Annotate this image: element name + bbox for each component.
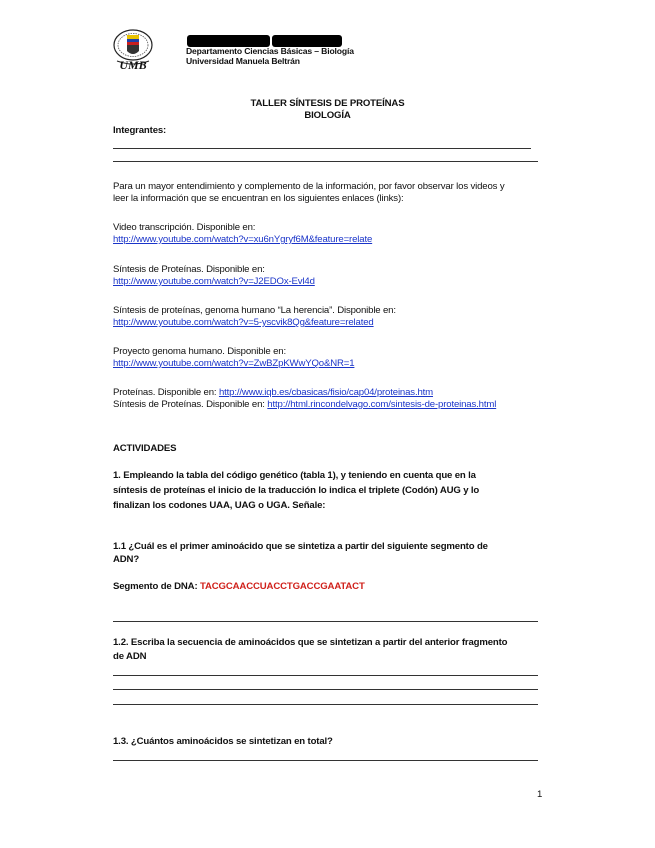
dna-segment	[113, 581, 365, 593]
answer-line-1-3	[113, 760, 538, 761]
question-1-line-2: síntesis de proteínas el inicio de la traducción lo indica el triplete (Codón) AUG y lo	[113, 485, 480, 496]
inline-resource-label: Síntesis de Proteínas. Disponible en:	[113, 399, 268, 410]
resource-label: Síntesis de Proteínas. Disponible en:	[113, 264, 265, 275]
question-1-2-line-1: 1.2. Escriba la secuencia de aminoácidos que se sintetizan a partir del anterior fragmento	[113, 637, 508, 648]
inline-resource-link[interactable]: http://html.rincondelvago.com/sintesis-de-proteinas.html	[267, 399, 497, 410]
resource-label: Video transcripción. Disponible en:	[113, 222, 256, 233]
question-1-1-line-1: 1.1 ¿Cuál es el primer aminoácido que se sintetiza a partir del siguiente segmento de	[113, 541, 488, 552]
inline-resource-label: Proteínas. Disponible en:	[113, 387, 219, 398]
resource-label: Síntesis de proteínas, genoma humano “La herencia”. Disponible en:	[113, 305, 396, 316]
answer-line-integrantes-1	[113, 148, 531, 149]
university-name: Universidad Manuela Beltrán	[186, 56, 300, 66]
question-1-line-3: finalizan los codones UAA, UAG o UGA. Señale:	[113, 500, 326, 511]
question-1-line-1: 1. Empleando la tabla del código genético (tabla 1), y teniendo en cuenta que en la	[113, 470, 476, 481]
answer-line-integrantes-2	[113, 161, 538, 162]
answer-line-1-2-c	[113, 704, 538, 705]
university-logo	[111, 27, 155, 75]
question-1-3: 1.3. ¿Cuántos aminoácidos se sintetizan en total?	[113, 736, 333, 747]
page-title: TALLER SÍNTESIS DE PROTEÍNAS	[250, 98, 405, 109]
answer-line-1-1	[113, 621, 538, 622]
answer-line-1-2-a	[113, 675, 538, 676]
intro-text-line-2: leer la información que se encuentran en los siguientes enlaces (links):	[113, 193, 404, 204]
page-number: 1	[537, 789, 543, 800]
question-1-1-line-2: ADN?	[113, 554, 140, 565]
intro-text-line-1: Para un mayor entendimiento y complemento de la información, por favor observar los videos y	[113, 181, 505, 192]
resource-link[interactable]: http://www.youtube.com/watch?v=5-yscvik8Qg&feature=related	[113, 317, 374, 328]
integrantes-label: Integrantes:	[113, 125, 167, 136]
inline-resource	[113, 387, 433, 399]
resource-link[interactable]: http://www.youtube.com/watch?v=xu6nYgryf6M&feature=relate	[113, 234, 373, 245]
page-subtitle: BIOLOGÍA	[304, 110, 351, 121]
department-name: Departamento Ciencias Básicas – Biología	[186, 46, 354, 56]
inline-resource-link[interactable]: http://www.iqb.es/cbasicas/fisio/cap04/proteinas.htm	[218, 387, 434, 398]
inline-resource	[113, 399, 496, 411]
resource-link[interactable]: http://www.youtube.com/watch?v=ZwBZpKWwYQo&NR=1	[113, 358, 355, 369]
dna-segment-label: Segmento de DNA:	[113, 581, 200, 592]
resource-link[interactable]: http://www.youtube.com/watch?v=J2EDOx-Evl4d	[113, 276, 315, 287]
answer-line-1-2-b	[113, 689, 538, 690]
question-1-2-line-2: de ADN	[113, 651, 147, 662]
activities-heading: ACTIVIDADES	[113, 443, 177, 454]
logo-text: UMB	[119, 58, 147, 72]
dna-sequence: TACGCAACCUACCTGACCGAATACT	[200, 581, 365, 592]
resource-label: Proyecto genoma humano. Disponible en:	[113, 346, 286, 357]
